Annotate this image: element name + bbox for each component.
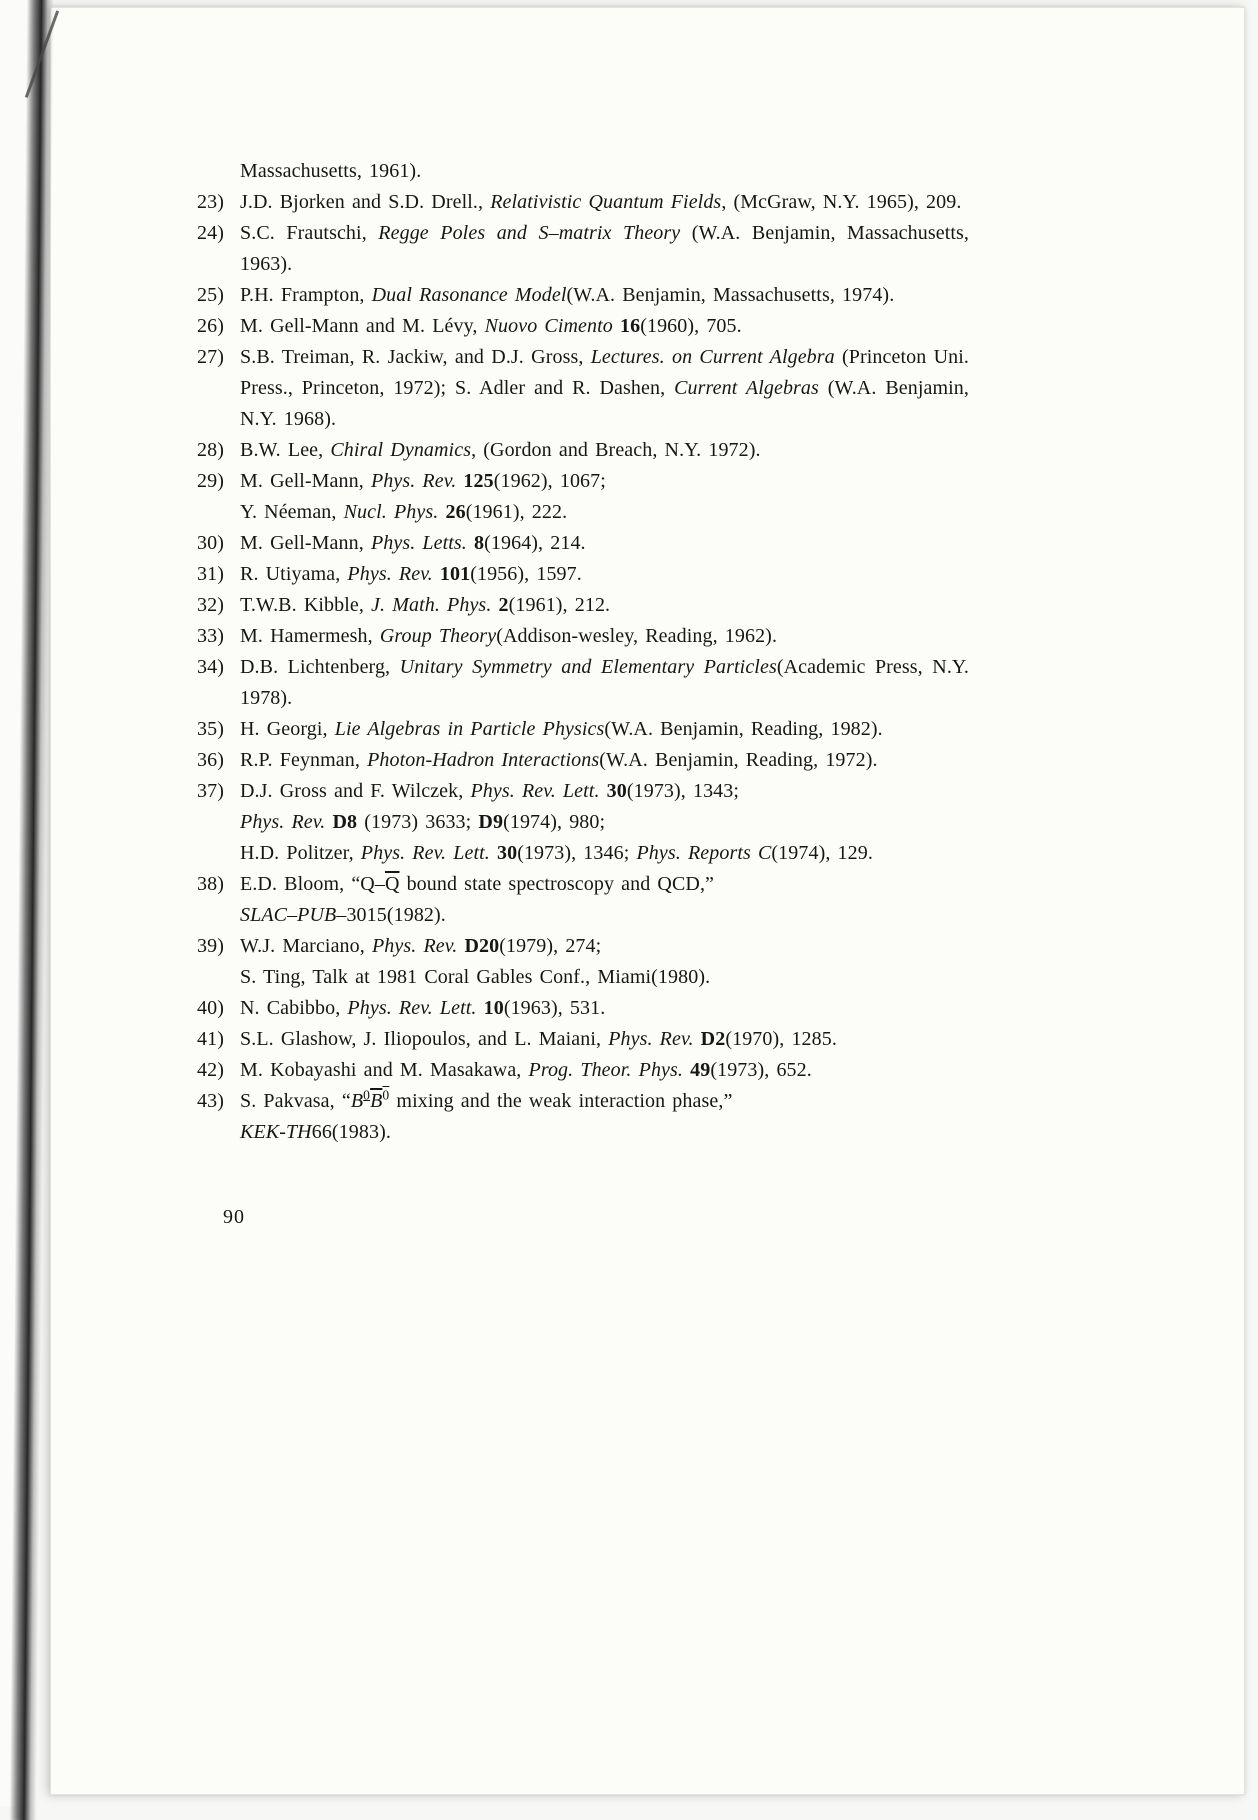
reference-text: B.W. Lee, Chiral Dynamics, (Gordon and Breach, N.Y. 1972). <box>240 439 761 461</box>
reference-number: 28) <box>197 439 224 461</box>
reference-text: D.B. Lichtenberg, Unitary Symmetry and Elementary Particles(Academic Press, N.Y. 1978). <box>240 656 969 709</box>
reference-entry <box>197 156 969 187</box>
reference-text: J.D. Bjorken and S.D. Drell., Relativistic Quantum Fields, (McGraw, N.Y. 1965), 209. <box>240 191 962 213</box>
reference-number: 32) <box>197 594 224 616</box>
reference-entry <box>197 993 969 1024</box>
reference-entry <box>197 590 969 621</box>
reference-number: 37) <box>197 780 224 802</box>
reference-text: S.C. Frautschi, Regge Poles and S–matrix Theory (W.A. Benjamin, Massachusetts, 1963). <box>240 222 969 275</box>
page-content <box>197 156 969 1233</box>
reference-entry <box>197 342 969 435</box>
reference-number: 34) <box>197 656 224 678</box>
reference-text: R. Utiyama, Phys. Rev. 101(1956), 1597. <box>240 563 582 585</box>
reference-text: M. Gell-Mann, Phys. Rev. 125(1962), 1067; Y. Néeman, Nucl. Phys. 26(1961), 222. <box>240 470 606 523</box>
reference-number: 41) <box>197 1028 224 1050</box>
reference-number: 33) <box>197 625 224 647</box>
reference-entry <box>197 218 969 280</box>
reference-text: M. Kobayashi and M. Masakawa, Prog. Theor. Phys. 49(1973), 652. <box>240 1059 812 1081</box>
reference-entry <box>197 714 969 745</box>
reference-number: 27) <box>197 346 224 368</box>
reference-entry <box>197 280 969 311</box>
reference-text: W.J. Marciano, Phys. Rev. D20(1979), 274; S. Ting, Talk at 1981 Coral Gables Conf., Miami(1980). <box>240 935 711 988</box>
reference-text: Massachusetts, 1961). <box>240 160 422 182</box>
reference-entry <box>197 187 969 218</box>
reference-entry <box>197 776 969 869</box>
page-number: 90 <box>223 1206 245 1228</box>
reference-number: 40) <box>197 997 224 1019</box>
reference-number: 25) <box>197 284 224 306</box>
reference-number: 39) <box>197 935 224 957</box>
reference-number: 26) <box>197 315 224 337</box>
reference-entry <box>197 931 969 993</box>
reference-entry <box>197 466 969 528</box>
reference-text: S.L. Glashow, J. Iliopoulos, and L. Maiani, Phys. Rev. D2(1970), 1285. <box>240 1028 837 1050</box>
reference-number: 36) <box>197 749 224 771</box>
reference-entry <box>197 1055 969 1086</box>
reference-number: 38) <box>197 873 224 895</box>
reference-entry <box>197 869 969 931</box>
reference-text: M. Gell-Mann and M. Lévy, Nuovo Cimento 16(1960), 705. <box>240 315 742 337</box>
reference-number: 43) <box>197 1090 224 1112</box>
reference-text: D.J. Gross and F. Wilczek, Phys. Rev. Lett. 30(1973), 1343; Phys. Rev. D8 (1973) 3633; D9(1974), 980; H.D. Politzer, Phys. Rev. Lett. 30(1973), 1346; Phys. Reports C(1974), 129. <box>240 780 873 864</box>
references-list <box>197 156 969 1148</box>
reference-entry <box>197 652 969 714</box>
reference-entry <box>197 559 969 590</box>
reference-entry <box>197 621 969 652</box>
reference-entry <box>197 745 969 776</box>
reference-text: M. Hamermesh, Group Theory(Addison-wesley, Reading, 1962). <box>240 625 778 647</box>
paper-page <box>50 7 1245 1795</box>
reference-text: T.W.B. Kibble, J. Math. Phys. 2(1961), 212. <box>240 594 611 616</box>
reference-entry <box>197 311 969 342</box>
reference-text: N. Cabibbo, Phys. Rev. Lett. 10(1963), 531. <box>240 997 606 1019</box>
reference-text: H. Georgi, Lie Algebras in Particle Physics(W.A. Benjamin, Reading, 1982). <box>240 718 883 740</box>
reference-text: S. Pakvasa, “$B^0\overline{B}^0$ mixing and the weak interaction phase,” KEK-TH66(1983). <box>240 1087 733 1143</box>
reference-text: R.P. Feynman, Photon-Hadron Interactions(W.A. Benjamin, Reading, 1972). <box>240 749 878 771</box>
reference-text: M. Gell-Mann, Phys. Letts. 8(1964), 214. <box>240 532 586 554</box>
reference-number: 31) <box>197 563 224 585</box>
reference-number: 29) <box>197 470 224 492</box>
reference-number: 35) <box>197 718 224 740</box>
reference-number: 30) <box>197 532 224 554</box>
reference-text: P.H. Frampton, Dual Rasonance Model(W.A. Benjamin, Massachusetts, 1974). <box>240 284 895 306</box>
reference-number: 23) <box>197 191 224 213</box>
reference-number: 42) <box>197 1059 224 1081</box>
reference-entry <box>197 435 969 466</box>
reference-entry <box>197 1024 969 1055</box>
reference-entry <box>197 528 969 559</box>
reference-entry <box>197 1086 969 1148</box>
reference-number: 24) <box>197 222 224 244</box>
reference-text: E.D. Bloom, “$Q-\overline{Q}$ bound state spectroscopy and QCD,” SLAC–PUB–3015(1982). <box>240 873 715 926</box>
reference-text: S.B. Treiman, R. Jackiw, and D.J. Gross, Lectures. on Current Algebra (Princeton Uni. Press., Princeton, 1972); S. Adler and R. Dashen, Current Algebras (W.A. Benjamin, N.Y. 1968). <box>240 346 969 430</box>
